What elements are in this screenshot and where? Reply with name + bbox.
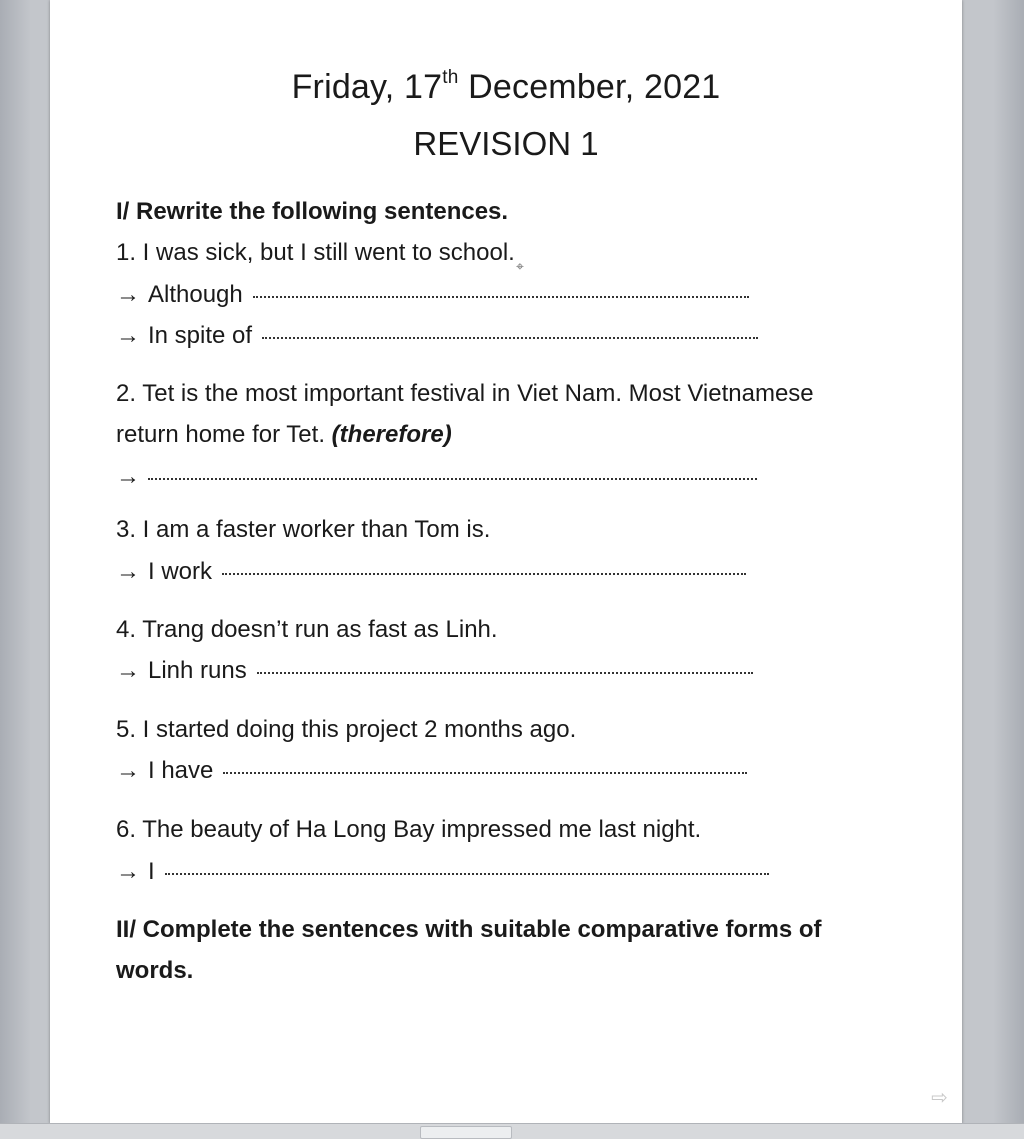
date-title bbox=[50, 68, 962, 107]
arrow-icon: → bbox=[116, 281, 140, 308]
answer-lead: In spite of bbox=[148, 322, 253, 349]
answer-6 bbox=[116, 857, 769, 887]
question-5: 5. I started doing this project 2 months ago. bbox=[116, 716, 577, 743]
answer-lead: I bbox=[148, 858, 155, 885]
mouse-cursor-icon: ⌖ bbox=[516, 258, 524, 274]
answer-4 bbox=[116, 656, 753, 686]
answer-5 bbox=[116, 756, 747, 786]
answer-lead: I have bbox=[148, 757, 214, 784]
date-superscript: th bbox=[442, 66, 459, 88]
question-2-hint: (therefore) bbox=[331, 421, 452, 448]
answer-3 bbox=[116, 557, 746, 587]
arrow-icon: → bbox=[116, 757, 140, 784]
question-2-line-2 bbox=[116, 420, 452, 450]
horizontal-scrollbar[interactable] bbox=[0, 1123, 1024, 1139]
answer-lead: Although bbox=[148, 281, 243, 308]
arrow-icon: → bbox=[116, 858, 140, 885]
answer-blank[interactable] bbox=[222, 573, 746, 575]
answer-blank[interactable] bbox=[253, 296, 749, 298]
answer-blank[interactable] bbox=[223, 772, 747, 774]
arrow-icon: → bbox=[116, 558, 140, 585]
date-prefix: Friday, 17 bbox=[291, 68, 443, 106]
document-page[interactable] bbox=[50, 0, 962, 1124]
answer-lead: Linh runs bbox=[148, 657, 247, 684]
question-2-line-1: 2. Tet is the most important festival in Viet Nam. Most Vietnamese bbox=[116, 380, 814, 407]
section-2-heading-line-2: words. bbox=[116, 957, 194, 984]
arrow-icon: → bbox=[116, 322, 140, 349]
arrow-icon: → bbox=[116, 463, 140, 490]
question-3: 3. I am a faster worker than Tom is. bbox=[116, 516, 491, 543]
question-2-text: return home for Tet. bbox=[116, 421, 332, 448]
question-6: 6. The beauty of Ha Long Bay impressed me last night. bbox=[116, 816, 702, 843]
answer-2 bbox=[116, 462, 757, 492]
question-1: 1. I was sick, but I still went to school. bbox=[116, 239, 515, 266]
answer-lead: I work bbox=[148, 558, 213, 585]
answer-blank[interactable] bbox=[257, 672, 753, 674]
section-2-heading-line-1: II/ Complete the sentences with suitable comparative forms of bbox=[116, 916, 822, 943]
answer-1a bbox=[116, 280, 749, 310]
next-page-icon[interactable]: ⇨ bbox=[931, 1087, 948, 1109]
answer-blank[interactable] bbox=[165, 873, 769, 875]
date-suffix: December, 2021 bbox=[458, 68, 721, 106]
scrollbar-thumb[interactable] bbox=[420, 1126, 512, 1139]
arrow-icon: → bbox=[116, 657, 140, 684]
question-4: 4. Trang doesn’t run as fast as Linh. bbox=[116, 616, 498, 643]
revision-title: REVISION 1 bbox=[413, 125, 599, 162]
answer-1b bbox=[116, 321, 758, 351]
answer-blank[interactable] bbox=[262, 337, 758, 339]
answer-blank[interactable] bbox=[148, 478, 757, 480]
section-1-heading: I/ Rewrite the following sentences. bbox=[116, 198, 509, 225]
